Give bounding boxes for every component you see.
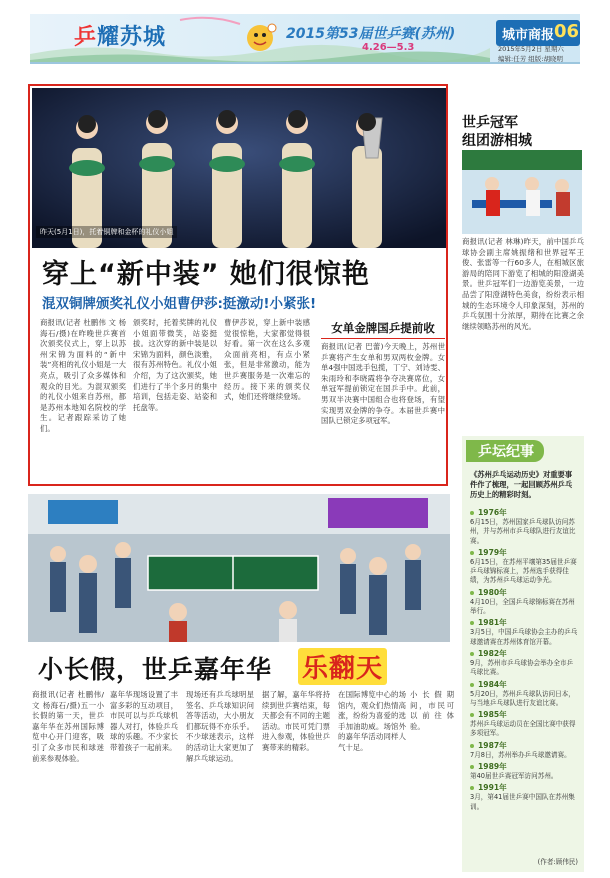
chronicle-year: 1984年 bbox=[470, 680, 578, 690]
lower-column-6: 小长假期间，市民可以前往体验。 bbox=[410, 690, 454, 731]
issue-date: 2015年5月2日 星期六 bbox=[498, 45, 564, 53]
chronicle-year: 1985年 bbox=[470, 710, 578, 720]
feature-article bbox=[28, 84, 448, 486]
chronicle-text: 5月20日，苏州乒乓球队访问日本，与当地乒乓球队进行友谊比赛。 bbox=[470, 689, 575, 707]
chronicle-entry bbox=[470, 649, 578, 678]
lower-column-3: 现场还有乒乓球明星签名、乒乓球知识问答等活动，大小朋友们都玩得不亦乐乎。不少球迷表示，这样的活动让大家更加了解乒乓球运动。 bbox=[186, 690, 254, 763]
feature-column-1: 商报讯(记者 杜鹏伟 文 杨海石/摄)在昨晚世乒赛首次颁奖仪式上，穿上以苏州宋锦为面料的“新中装”亮相的礼仪小姐是一大亮点，吸引了众多媒体和观众的目光。为混双颁奖的礼仪小姐来自苏州，都是苏州本地知名院校的学生。记者跟踪采访了她们。 bbox=[40, 318, 126, 433]
chronicle-entry bbox=[470, 588, 578, 617]
masthead-title: 乒耀苏城 bbox=[74, 25, 167, 50]
chronicle-entry bbox=[470, 762, 578, 781]
feature-subhead: 混双铜牌颁奖礼仪小姐曹伊莎:挺激动!小紧张! bbox=[42, 296, 317, 312]
feature-headline: 穿上“新中装” 她们很惊艳 bbox=[42, 259, 370, 290]
sidebar-rule bbox=[321, 338, 445, 339]
ceremony-photo bbox=[32, 88, 446, 248]
chronicle-year: 1987年 bbox=[470, 741, 578, 751]
chronicle-year: 1982年 bbox=[470, 649, 578, 659]
chronicle-source: (作者:顾伟民) bbox=[537, 858, 578, 866]
right-headline bbox=[462, 114, 532, 150]
lower-column-2: 嘉年华现场设置了丰富多彩的互动项目，市民可以与乒乓球机器人对打，体验乒乓球的乐趣。不少家长带着孩子一起前来。 bbox=[110, 690, 178, 752]
chronicle-text: 第40届世乒赛冠军访问苏州。 bbox=[470, 772, 558, 781]
chronicle-text: 3月，第41届世乒赛中国队在苏州集训。 bbox=[470, 793, 575, 811]
chronicle-text: 4月10日，全国乒乓球锦标赛在苏州举行。 bbox=[470, 597, 575, 616]
chronicle-text: 苏州乒乓球运动员在全国比赛中获得多项冠军。 bbox=[470, 720, 576, 738]
chronicle-year: 1991年 bbox=[470, 783, 578, 793]
champions-photo bbox=[462, 150, 582, 234]
chronicle-text: 9月，苏州市乒乓球协会举办全市乒乓球比赛。 bbox=[470, 658, 574, 677]
sidebar-headline: 女单金牌国乒提前收 bbox=[331, 321, 435, 335]
chronicle-text: 7月8日，苏州举办乒乓球邀请赛。 bbox=[470, 750, 571, 759]
chronicle-entry bbox=[470, 710, 578, 739]
lower-headline-highlight: 乐翻天 bbox=[298, 648, 387, 685]
chronicle-text: 6月15日，苏州国家乒乓球队访问苏州，并与苏州市乒乓球队进行友谊比赛。 bbox=[470, 518, 576, 545]
chronicle-year: 1979年 bbox=[470, 548, 578, 558]
chronicle-entry bbox=[470, 548, 578, 586]
chronicle-text: 6月15日，在苏州平壤第35届世乒赛乒乓球锦标赛上，苏州选手获得佳绩，为苏州乒乓球运动争光。 bbox=[470, 557, 577, 585]
right-headline-line1: 世乒冠军 bbox=[462, 115, 518, 131]
feature-column-2: 颁奖时，托着奖牌的礼仪小姐面带微笑，站姿挺拔。这次穿的新中装是以宋锦为面料，颜色淡雅，很有苏州特色。礼仪小姐介绍，为了这次颁奖，她们进行了半个多月的集中培训，包括走姿、站姿和托盘等。 bbox=[133, 318, 217, 412]
lower-headline: 小长假，世乒嘉年华 bbox=[38, 655, 273, 684]
chronicle-year: 1981年 bbox=[470, 618, 578, 628]
sidebar-text: 商报讯(记者 巴蕾)今天晚上，苏州世乒赛将产生女单和男双两枚金牌。女单4强中国选手包揽，丁宁、刘诗雯、朱雨玲和李晓霞将争夺决赛席位，女单冠军提前锁定在国乒手中。此前，男双半决赛中国组合也将登场，有望实现男双金牌的争夺。本届世乒赛中国队已锁定多项冠军。 bbox=[321, 342, 445, 426]
chronicle-entry bbox=[470, 508, 578, 546]
section-tag bbox=[496, 20, 580, 46]
chronicle-text: 3月5日，中国乒乓球协会主办的乒乓球邀请赛在苏州体育馆开幕。 bbox=[470, 628, 578, 646]
chronicle-panel bbox=[462, 436, 584, 872]
feature-column-3: 曹伊莎说，穿上新中装感觉很惊艳，大家都觉得很好看。第一次在这么多观众面前亮相，有点小紧张，但是非常激动，能为世乒赛服务是一次难忘的经历。接下来的颁奖仪式，她们还将继续登场。 bbox=[224, 318, 310, 402]
chronicle-entry bbox=[470, 618, 578, 647]
chronicle-intro: 《苏州乒乓运动历史》对重要事件作了梳理，一起回顾苏州乒乓历史上的精彩时刻。 bbox=[470, 470, 573, 499]
chronicle-year: 1989年 bbox=[470, 762, 578, 772]
lower-column-4: 据了解，嘉年华将持续到世乒赛结束，每天都会有不同的主题活动。市民可凭门票进入参观，体验世乒赛带来的精彩。 bbox=[262, 690, 330, 752]
chronicle-entry bbox=[470, 741, 578, 760]
right-article-text: 商报讯(记者 林琳)昨天，前中国乒乓球协会副主席姚振绪和世界冠军王俊、张雷等一行60多人，在相城区旅游局的陪同下游览了相城的阳澄湖美景。世乒冠军们一边游览美景，一边品尝了阳澄湖特色美食，纷纷表示相城的生态环境令人印象深刻，苏州的乒乓氛围十分浓厚，期待在比赛之余继续领略苏州的风光。 bbox=[462, 237, 584, 331]
photo-caption: 昨天(5月1日)，托着铜牌和金杯的礼仪小姐 bbox=[36, 226, 177, 238]
section-label: 城市商报 bbox=[502, 28, 555, 43]
chronicle-year: 1976年 bbox=[470, 508, 578, 518]
event-name: 2015第53届世乒赛(苏州) bbox=[286, 26, 456, 42]
editors-line: 编辑:任芳 组版:胡晓明 bbox=[498, 55, 563, 63]
event-dates: 4.26—5.3 bbox=[362, 42, 415, 53]
lower-column-5: 在国际博览中心的场馆内，观众们热情高涨，纷纷为喜爱的选手加油助威。场馆外的嘉年华活动同样人气十足。 bbox=[338, 690, 406, 752]
page-number: 06 bbox=[554, 21, 580, 42]
carnival-photo bbox=[28, 494, 450, 642]
lower-column-1: 商报讯(记者 杜鹏伟/文 杨海石/摄)五一小长假的第一天，世乒嘉年华在苏州国际博览中心开门迎客，吸引了众多市民和球迷前来参观体验。 bbox=[32, 690, 104, 763]
chronicle-entry bbox=[470, 680, 578, 709]
chronicle-list bbox=[470, 506, 578, 812]
mascot-icon bbox=[242, 20, 278, 56]
chronicle-title: 乒坛纪事 bbox=[466, 440, 544, 462]
chronicle-entry bbox=[470, 783, 578, 812]
chronicle-year: 1980年 bbox=[470, 588, 578, 598]
right-headline-line2: 组团游相城 bbox=[462, 133, 532, 149]
